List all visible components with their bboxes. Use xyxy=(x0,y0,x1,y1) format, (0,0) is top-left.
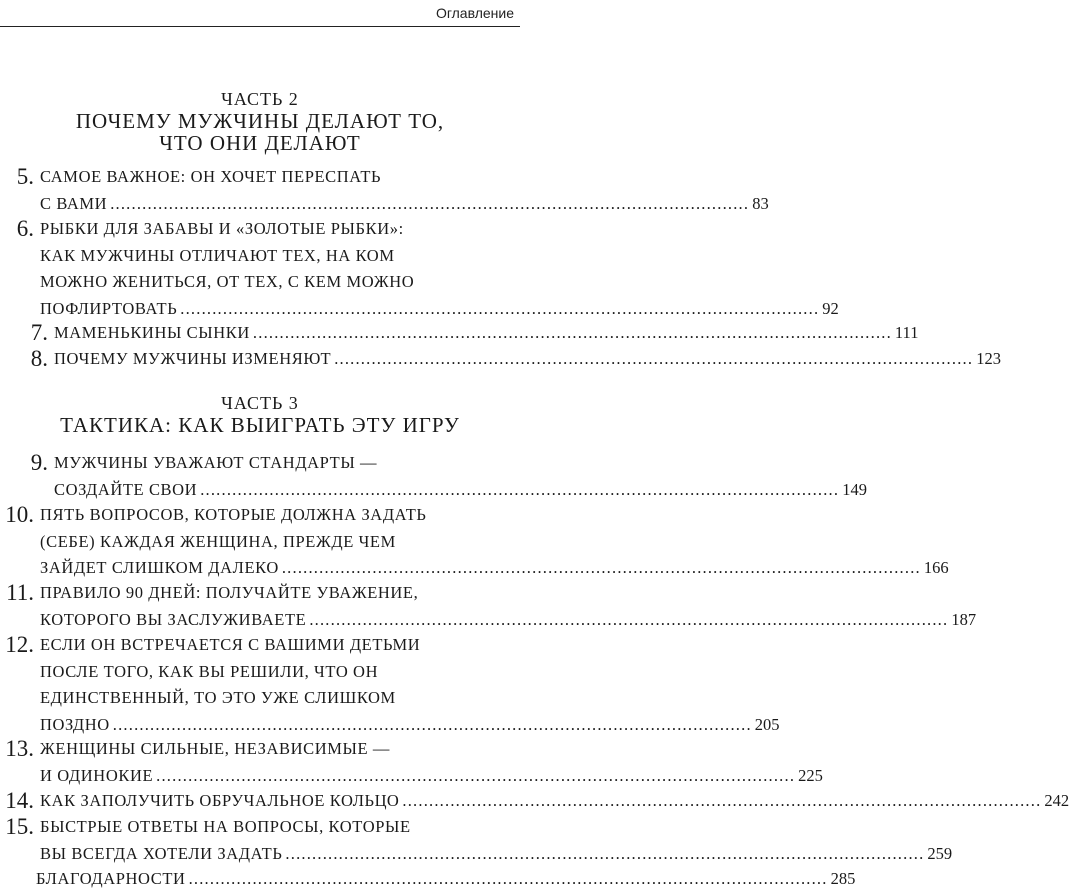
toc-entry-title: ПОЧЕМУ МУЖЧИНЫ ИЗМЕНЯЮТ xyxy=(54,349,332,368)
toc-entry-leader-row[interactable] xyxy=(54,477,867,503)
toc-entry-title: ЕДИНСТВЕННЫЙ, ТО ЭТО УЖЕ СЛИШКОМ xyxy=(40,688,396,707)
part-2-heading xyxy=(0,88,520,154)
toc-entry-number: 7. xyxy=(30,320,48,345)
toc-entry-line xyxy=(0,555,949,581)
toc-entry-line xyxy=(0,659,520,685)
toc-entry-line xyxy=(0,346,1001,372)
part-2-title xyxy=(0,110,520,154)
toc-entry-number: 10. xyxy=(5,502,34,527)
toc-entry-title: КАК МУЖЧИНЫ ОТЛИЧАЮТ ТЕХ, НА КОМ xyxy=(40,245,395,265)
toc-entry-line xyxy=(0,736,520,762)
toc-entry-line xyxy=(0,191,769,217)
toc-entry-line xyxy=(0,320,919,346)
toc-entry-line xyxy=(0,607,977,633)
toc-entry-title: КОТОРОГО ВЫ ЗАСЛУЖИВАЕТЕ xyxy=(40,609,307,629)
toc-entry-number: 8. xyxy=(30,346,48,371)
toc-entry-title: ПЯТЬ ВОПРОСОВ, КОТОРЫЕ ДОЛЖНА ЗАДАТЬ xyxy=(40,505,427,524)
dot-leader: ........................................................................................................................ xyxy=(156,765,796,785)
toc-page-number: 111 xyxy=(894,323,919,342)
toc-page-number: 123 xyxy=(976,349,1001,368)
toc-entry-line xyxy=(0,866,856,892)
toc-entry-title: ЗАЙДЕТ СЛИШКОМ ДАЛЕКО xyxy=(40,558,279,577)
toc-entry-title: САМОЕ ВАЖНОЕ: ОН ХОЧЕТ ПЕРЕСПАТЬ xyxy=(40,167,382,186)
toc-entry-line xyxy=(0,763,823,789)
toc-page-number: 205 xyxy=(754,714,780,734)
dot-leader: ........................................................................................................................ xyxy=(188,869,828,888)
toc-entry-line xyxy=(0,712,780,738)
toc-entry-leader-row[interactable] xyxy=(40,296,839,322)
dot-leader: ........................................................................................................................ xyxy=(200,479,840,499)
toc-entry-title: ПОСЛЕ ТОГО, КАК ВЫ РЕШИЛИ, ЧТО ОН xyxy=(40,661,379,681)
dot-leader: ........................................................................................................................ xyxy=(309,609,949,629)
toc-entry-leader-row[interactable] xyxy=(40,555,949,581)
running-head-title: Оглавление xyxy=(435,5,514,21)
dot-leader: ........................................................................................................................ xyxy=(180,298,820,318)
part-3-label: ЧАСТЬ 3 xyxy=(221,393,299,413)
toc-entry-title: ЕСЛИ ОН ВСТРЕЧАЕТСЯ С ВАШИМИ ДЕТЬМИ xyxy=(40,635,421,654)
toc-entry-title: БЛАГОДАРНОСТИ xyxy=(36,869,186,888)
dot-leader: ........................................................................................................................ xyxy=(252,323,892,342)
toc-entry-line xyxy=(0,580,520,606)
toc-entry-leader-row[interactable] xyxy=(40,763,823,789)
toc-entry-line xyxy=(0,216,520,242)
dot-leader: ........................................................................................................................ xyxy=(334,349,974,368)
toc-entry-title: ПРАВИЛО 90 ДНЕЙ: ПОЛУЧАЙТЕ УВАЖЕНИЕ, xyxy=(40,583,419,602)
toc-entry-title: КАК ЗАПОЛУЧИТЬ ОБРУЧАЛЬНОЕ КОЛЬЦО xyxy=(40,791,400,810)
toc-page-number: 166 xyxy=(923,558,949,577)
part-2-title-line: ЧТО ОНИ ДЕЛАЮТ xyxy=(159,131,361,155)
toc-entry-leader-row[interactable] xyxy=(40,607,977,633)
toc-entry-leader-row[interactable] xyxy=(36,866,856,892)
toc-entry-line xyxy=(0,296,839,322)
toc-entry-line xyxy=(0,502,520,528)
dot-leader: ........................................................................................................................ xyxy=(281,558,921,577)
toc-entry-leader-row[interactable] xyxy=(40,788,1069,814)
toc-entry-number: 12. xyxy=(5,632,34,657)
part-3-title-line: ТАКТИКА: КАК ВЫИГРАТЬ ЭТУ ИГРУ xyxy=(60,413,460,437)
toc-entry-title: БЫСТРЫЕ ОТВЕТЫ НА ВОПРОСЫ, КОТОРЫЕ xyxy=(40,817,411,836)
toc-entry-leader-row[interactable] xyxy=(40,191,769,217)
running-head xyxy=(0,0,520,27)
toc-entry-line xyxy=(0,164,520,190)
toc-entry-number: 9. xyxy=(30,450,48,475)
toc-entry-line xyxy=(0,685,520,711)
toc-entry-line xyxy=(0,477,867,503)
toc-entry-leader-row[interactable] xyxy=(54,320,919,346)
toc-entry-number: 5. xyxy=(16,164,34,189)
toc-entry-title: РЫБКИ ДЛЯ ЗАБАВЫ И «ЗОЛОТЫЕ РЫБКИ»: xyxy=(40,219,404,238)
toc-entry-line xyxy=(0,841,953,867)
toc-entry-number: 6. xyxy=(16,216,34,241)
toc-entry-line xyxy=(0,243,520,269)
dot-leader: ........................................................................................................................ xyxy=(285,843,925,863)
toc-entry-number: 14. xyxy=(5,788,34,813)
toc-page-number: 187 xyxy=(951,609,977,629)
toc-entry-line xyxy=(0,450,520,476)
toc-page-number: 259 xyxy=(927,843,953,863)
toc-entry-title: МАМЕНЬКИНЫ СЫНКИ xyxy=(54,323,250,342)
toc-entry-line xyxy=(0,814,520,840)
dot-leader: ........................................................................................................................ xyxy=(110,193,750,213)
toc-entry-number: 11. xyxy=(6,580,34,605)
part-2-title-line: ПОЧЕМУ МУЖЧИНЫ ДЕЛАЮТ ТО, xyxy=(75,109,445,133)
toc-entry-leader-row[interactable] xyxy=(40,712,780,738)
dot-leader: ........................................................................................................................ xyxy=(112,714,752,734)
part-2-label: ЧАСТЬ 2 xyxy=(221,89,299,109)
toc-entry-line xyxy=(0,632,520,658)
toc-entry-title: ВЫ ВСЕГДА ХОТЕЛИ ЗАДАТЬ xyxy=(40,843,283,863)
toc-page-number: 242 xyxy=(1044,791,1069,810)
toc-entry-title: И ОДИНОКИЕ xyxy=(40,765,154,785)
toc-entry-title: ЖЕНЩИНЫ СИЛЬНЫЕ, НЕЗАВИСИМЫЕ — xyxy=(40,739,390,758)
toc-entry-line xyxy=(0,788,1069,814)
toc-page-number: 83 xyxy=(752,193,769,213)
toc-entry-title: СОЗДАЙТЕ СВОИ xyxy=(54,479,198,499)
toc-entry-number: 13. xyxy=(5,736,34,761)
toc-entry-title: МОЖНО ЖЕНИТЬСЯ, ОТ ТЕХ, С КЕМ МОЖНО xyxy=(40,272,415,291)
toc-entry-number: 15. xyxy=(5,814,34,839)
toc-page-number: 285 xyxy=(830,869,856,888)
part-3-title xyxy=(0,414,520,436)
toc-entry-title: С ВАМИ xyxy=(40,193,108,213)
toc-page-number: 149 xyxy=(842,479,867,499)
toc-entry-line xyxy=(0,269,520,295)
toc-entry-leader-row[interactable] xyxy=(40,841,953,867)
dot-leader: ........................................................................................................................ xyxy=(402,791,1042,810)
toc-entry-title: ПОЗДНО xyxy=(40,714,110,734)
toc-entry-title: МУЖЧИНЫ УВАЖАЮТ СТАНДАРТЫ — xyxy=(54,453,378,472)
toc-entry-line xyxy=(0,529,520,555)
toc-entry-leader-row[interactable] xyxy=(54,346,1001,372)
toc-page-number: 225 xyxy=(798,765,823,785)
part-3-heading xyxy=(0,392,520,436)
toc-entry-title: ПОФЛИРТОВАТЬ xyxy=(40,298,178,318)
toc-entry-title: (СЕБЕ) КАЖДАЯ ЖЕНЩИНА, ПРЕЖДЕ ЧЕМ xyxy=(40,531,396,551)
toc-page-number: 92 xyxy=(822,298,839,318)
